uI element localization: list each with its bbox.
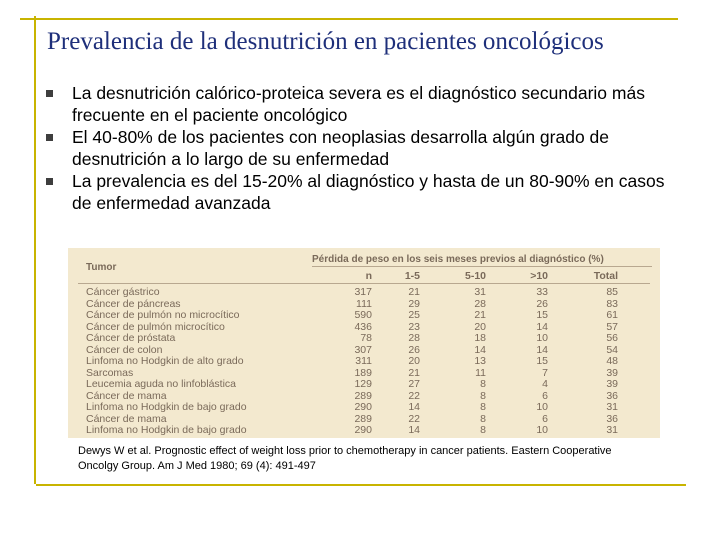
citation-text: Dewys W et al. Prognostic effect of weight loss prior to chemotherapy in cancer patients. Eastern Cooperative Oncolgy Group. Am J Med 1980; 69 (4): 491-497 [78,445,612,472]
cell-5-10: 8 [480,424,486,436]
cell-tumor: Sarcomas [86,366,134,379]
cell-1-5: 21 [408,286,420,298]
cell-total: 61 [606,309,618,321]
cell-tumor: Leucemia aguda no linfoblástica [86,378,237,390]
cell-gt10: 10 [536,424,548,436]
cell-n: 289 [354,412,372,425]
cell-5-10: 18 [474,332,486,344]
cell-5-10: 8 [480,401,486,413]
cell-tumor: Linfoma no Hodgkin de alto grado [86,355,244,367]
cell-gt10: 26 [536,297,548,310]
bullet-item [42,170,682,214]
cell-1-5: 21 [408,366,420,379]
table-row [68,298,660,310]
bullet-text: El 40-80% de los pacientes con neoplasias desarrolla algún grado de desnutrición a lo largo de su enfermedad [72,127,610,169]
cell-n: 290 [354,424,372,436]
cell-total: 57 [606,320,618,333]
cell-1-5: 29 [408,297,420,310]
cell-n: 111 [356,297,372,310]
cell-tumor: Linfoma no Hodgkin de bajo grado [86,424,247,436]
square-bullet-icon [46,134,53,141]
cell-n: 307 [354,343,372,356]
bullet-text: La prevalencia es del 15-20% al diagnóstico y hasta de un 80-90% en casos de enfermedad avanzada [72,171,665,213]
frame-bottom-line [36,484,686,486]
table-row [68,332,660,344]
cell-5-10: 13 [474,355,486,367]
cell-tumor: Cáncer de próstata [86,332,176,344]
cell-n: 290 [354,401,372,413]
table-body-divider [78,283,650,284]
cell-tumor: Cáncer de pulmón microcítico [86,320,225,333]
cell-total: 56 [606,332,618,344]
cell-total: 31 [606,401,618,413]
cell-5-10: 8 [480,412,486,425]
cell-n: 436 [354,320,372,333]
slide-title: Prevalencia de la desnutrición en pacientes oncológicos [47,28,604,55]
cell-total: 54 [606,343,618,356]
frame-top-line [20,18,678,20]
bullet-list [42,82,682,214]
cell-gt10: 15 [536,309,548,321]
cell-gt10: 15 [536,355,548,367]
cell-total: 39 [606,366,618,379]
cell-1-5: 14 [408,424,420,436]
table-row [68,344,660,356]
square-bullet-icon [46,90,53,97]
cell-5-10: 8 [480,389,486,402]
table-row [68,401,660,413]
square-bullet-icon [46,178,53,185]
table-row [68,413,660,425]
cell-tumor: Cáncer gástrico [86,286,160,298]
table-header-divider [312,266,652,267]
cell-gt10: 6 [542,389,548,402]
cell-total: 36 [606,389,618,402]
cell-gt10: 10 [536,332,548,344]
cell-total: 39 [606,378,618,390]
table-row [68,390,660,402]
table-header-main: Pérdida de peso en los seis meses previos al diagnóstico (%) [312,254,604,265]
table-row [68,309,660,321]
cell-tumor: Cáncer de colon [86,343,163,356]
cell-5-10: 8 [480,378,486,390]
frame-vertical-line [34,16,36,484]
table-row [68,321,660,333]
cell-tumor: Linfoma no Hodgkin de bajo grado [86,401,247,413]
table-row [68,378,660,390]
bullet-text: La desnutrición calórico-proteica severa es el diagnóstico secundario más frecuente en el paciente oncológico [72,83,645,125]
cell-1-5: 26 [408,343,420,356]
cell-gt10: 7 [542,366,548,379]
cell-5-10: 20 [474,320,486,333]
table-row [68,355,660,367]
cell-5-10: 11 [475,366,486,379]
cell-n: 78 [360,332,372,344]
cell-tumor: Cáncer de páncreas [86,297,181,310]
col-header-1-5: 1-5 [404,270,420,282]
cell-gt10: 4 [542,378,548,390]
cell-5-10: 31 [474,286,486,298]
cell-1-5: 22 [408,412,420,425]
table-row [68,367,660,379]
cell-gt10: 14 [536,343,548,356]
cell-1-5: 20 [408,355,420,367]
cell-n: 129 [354,378,372,390]
col-header-gt10: >10 [530,270,548,282]
col-header-total: Total [593,270,618,282]
cell-n: 590 [354,309,372,321]
cell-total: 36 [606,412,618,425]
col-header-n: n [365,270,372,282]
cell-gt10: 14 [536,320,548,333]
table-header-tumor: Tumor [86,262,117,273]
cell-gt10: 33 [536,286,548,298]
cell-total: 48 [606,355,618,367]
bullet-item [42,126,682,170]
cell-total: 83 [606,297,618,310]
cell-1-5: 28 [408,332,420,344]
cell-n: 289 [354,389,372,402]
cell-gt10: 6 [542,412,548,425]
cell-n: 311 [355,355,372,367]
cell-5-10: 14 [474,343,486,356]
cell-total: 31 [606,424,618,436]
cell-tumor: Cáncer de pulmón no microcítico [86,309,240,321]
cell-1-5: 14 [408,401,420,413]
bullet-item [42,82,682,126]
weight-loss-table-image [68,248,660,438]
cell-1-5: 22 [408,389,420,402]
cell-n: 317 [354,286,372,298]
table-row [68,424,660,436]
cell-n: 189 [354,366,372,379]
cell-tumor: Cáncer de mama [86,412,167,425]
cell-5-10: 28 [474,297,486,310]
table-column-headers [68,270,660,282]
cell-1-5: 25 [408,309,420,321]
cell-gt10: 10 [536,401,548,413]
cell-5-10: 21 [474,309,486,321]
cell-1-5: 23 [408,320,420,333]
cell-tumor: Cáncer de mama [86,389,167,402]
table-row [68,286,660,298]
cell-1-5: 27 [408,378,420,390]
col-header-5-10: 5-10 [464,270,486,282]
cell-total: 85 [606,286,618,298]
